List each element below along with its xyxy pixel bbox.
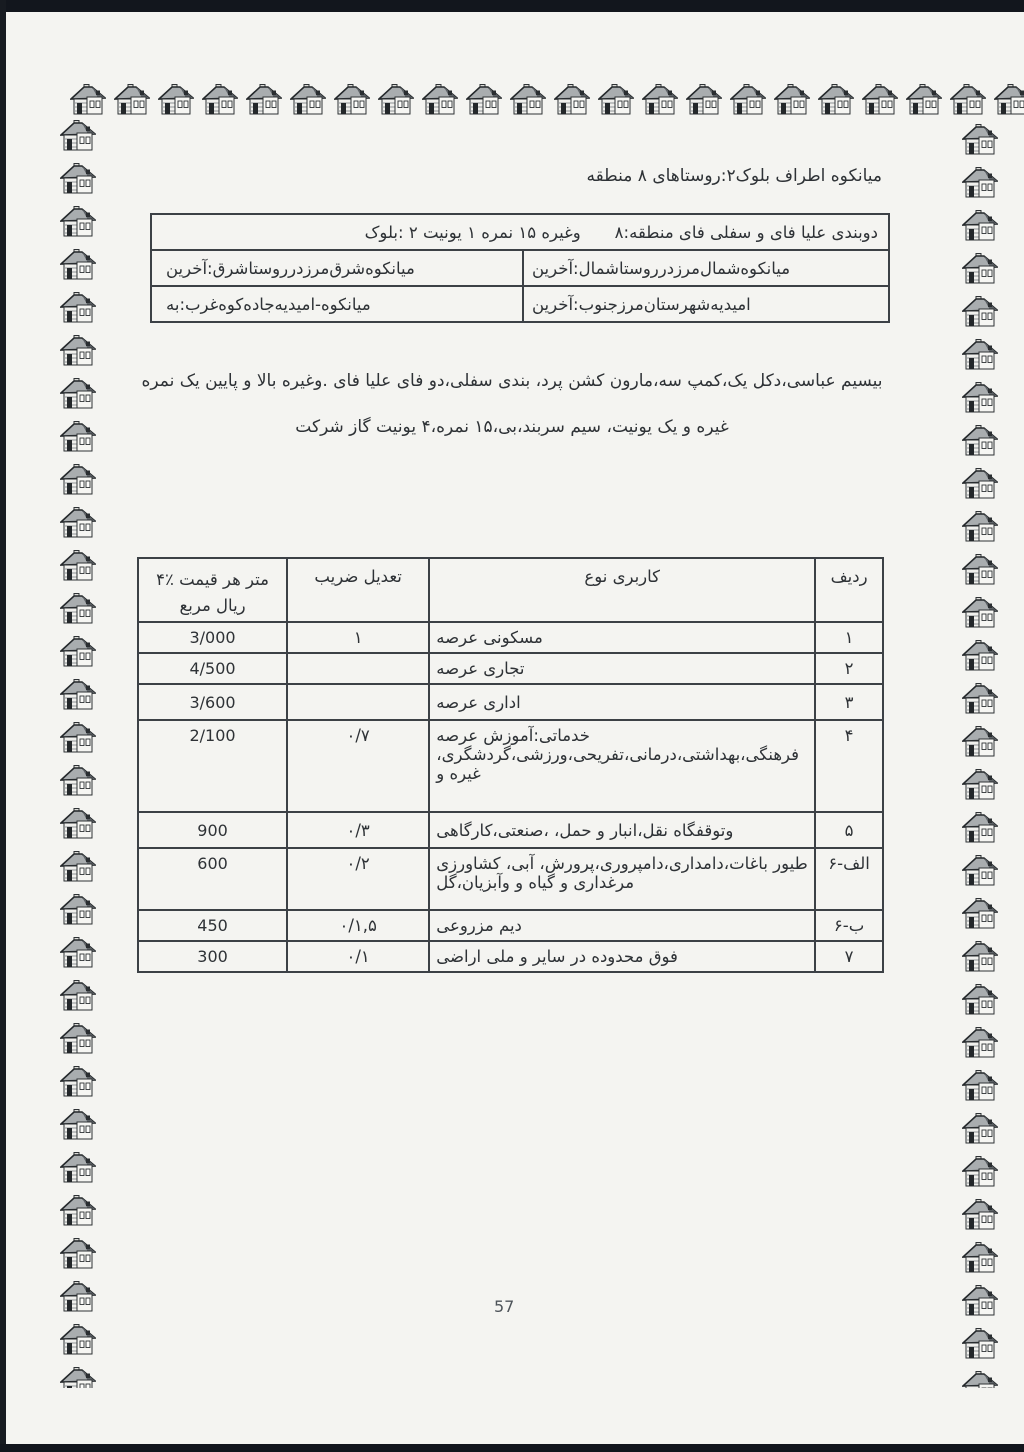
house-icon [60, 1066, 96, 1098]
coefficient-cell: ۰/۲ [287, 848, 429, 910]
boundary-east-cell: شرق:آخرین روستا در مرز شرق میانکوه [152, 251, 524, 285]
house-icon [60, 980, 96, 1012]
house-icon [962, 468, 998, 500]
row-id-cell: ۴ [815, 720, 883, 812]
house-icon [962, 1199, 998, 1231]
house-icon [60, 507, 96, 539]
house-icon [60, 464, 96, 496]
house-icon [598, 84, 634, 116]
usage-cell: صنعتی،کارگاهی، ،حمل و نقل،انبار وتوقفگاه [429, 812, 815, 848]
house-icon [962, 339, 998, 371]
table-row [138, 720, 883, 812]
usage-cell: کشاورزی ،آبی ،باغات،دامداری،دامپروری،پرورش طیور وآبزیان،گل و گیاه و مرغداری [429, 848, 815, 910]
coefficient-cell: ۰/۱,۵ [287, 910, 429, 941]
house-icon [60, 206, 96, 238]
house-icon [60, 851, 96, 883]
house-icon [378, 84, 414, 116]
table-row [138, 812, 883, 848]
house-icon [962, 1027, 998, 1059]
house-icon [962, 1156, 998, 1188]
house-icon [114, 84, 150, 116]
description-paragraph [137, 358, 887, 450]
house-border-left [60, 120, 102, 1388]
table-row [138, 653, 883, 684]
house-icon [906, 84, 942, 116]
house-icon [246, 84, 282, 116]
coefficient-cell [287, 684, 429, 720]
row-id-cell: ۲ [815, 653, 883, 684]
house-icon [962, 812, 998, 844]
house-icon [962, 683, 998, 715]
house-icon [962, 210, 998, 242]
house-icon [686, 84, 722, 116]
house-icon [962, 769, 998, 801]
house-icon [334, 84, 370, 116]
boundary-south-cell: جنوب:آخرین مرز شهرستان امیدیه [532, 294, 751, 314]
coefficient-cell: ۱ [287, 622, 429, 653]
house-icon [60, 335, 96, 367]
house-icon [994, 84, 1024, 116]
price-cell: 3/000 [138, 622, 287, 653]
boundary-west-cell: غرب:به کوه جاده امیدیه - میانکوه [152, 287, 524, 321]
house-icon [158, 84, 194, 116]
house-icon [60, 1023, 96, 1055]
house-icon [60, 765, 96, 797]
table-row [138, 848, 883, 910]
price-cell: 450 [138, 910, 287, 941]
house-icon [962, 296, 998, 328]
coefficient-cell: ۰/۳ [287, 812, 429, 848]
header-coefficient: ضریب تعدیل [287, 558, 429, 622]
table-row [138, 684, 883, 720]
row-id-cell: ۷ [815, 941, 883, 972]
house-icon [774, 84, 810, 116]
house-border-right [962, 124, 1024, 1388]
house-icon [60, 421, 96, 453]
boundary-north-cell: شمال:آخرین روستا در مرز شمال میانکوه [532, 258, 791, 278]
header-price-line2: مربع ریال [179, 596, 246, 615]
header-usage: نوع کاربری [429, 558, 815, 622]
table-row [138, 622, 883, 653]
house-icon [510, 84, 546, 116]
house-icon [962, 597, 998, 629]
house-icon [60, 249, 96, 281]
house-icon [962, 1285, 998, 1317]
house-icon [60, 937, 96, 969]
house-icon [962, 855, 998, 887]
coefficient-cell: ۰/۷ [287, 720, 429, 812]
row-id-cell: ۵ [815, 812, 883, 848]
price-cell: 900 [138, 812, 287, 848]
house-icon [862, 84, 898, 116]
price-cell: 4/500 [138, 653, 287, 684]
coefficient-cell [287, 653, 429, 684]
row-id-cell: ۳ [815, 684, 883, 720]
usage-cell: اراضی ملی و سایر در محدوده فوق [429, 941, 815, 972]
house-icon [60, 894, 96, 926]
scan-edge-top [0, 0, 1024, 12]
house-icon [60, 292, 96, 324]
house-icon [642, 84, 678, 116]
house-icon [962, 124, 998, 156]
boundary-row-south-west [152, 285, 888, 321]
house-icon [962, 554, 998, 586]
usage-cell: عرصه اداری [429, 684, 815, 720]
boundary-row-north-east [152, 249, 888, 285]
house-icon [950, 84, 986, 116]
land-use-rates-table [137, 557, 884, 973]
row-id-cell: ۱ [815, 622, 883, 653]
house-icon [962, 382, 998, 414]
house-icon [60, 1238, 96, 1270]
house-icon [962, 1371, 998, 1388]
house-icon [60, 722, 96, 754]
house-icon [962, 511, 998, 543]
house-border-top [70, 84, 1024, 124]
house-icon [962, 941, 998, 973]
house-icon [962, 1242, 998, 1274]
house-icon [962, 1328, 998, 1360]
description-line-1: نمره یک پایین و بالا وغیره. فای علیا فای سفلی،دو بندی ،پرد کشن سه،مارون یک،کمپ عباسی،دکل بیسیم [141, 371, 883, 391]
table-row [138, 910, 883, 941]
house-icon [60, 593, 96, 625]
usage-cell: عرصه تجاری [429, 653, 815, 684]
house-icon [962, 984, 998, 1016]
house-icon [60, 808, 96, 840]
house-icon [60, 1367, 96, 1388]
house-icon [202, 84, 238, 116]
header-price-line1: ۴٪ قیمت هر متر [156, 570, 269, 589]
house-icon [962, 167, 998, 199]
boundary-region-cell: منطقه:۸ فای سفلی و فای علیا دوبندی [614, 222, 878, 242]
row-id-cell: ۶-ب [815, 910, 883, 941]
price-cell: 300 [138, 941, 287, 972]
house-icon [60, 550, 96, 582]
usage-cell: عرصه مسکونی [429, 622, 815, 653]
boundary-block-cell: بلوک: ۲ یونیت ۱ نمره ۱۵ وغیره [364, 222, 581, 242]
price-cell: 3/600 [138, 684, 287, 720]
page-title: منطقه ۸ بلوک۲:روستاهای اطراف میانکوه [586, 166, 882, 186]
house-icon [60, 163, 96, 195]
house-icon [962, 726, 998, 758]
house-icon [466, 84, 502, 116]
house-icon [60, 679, 96, 711]
region-boundaries-table [150, 213, 890, 323]
house-icon [60, 1152, 96, 1184]
house-icon [962, 640, 998, 672]
page-number: 57 [494, 1297, 515, 1316]
header-row-id: ردیف [815, 558, 883, 622]
description-line-2: شرکت گاز یونیت ۴،نمره ۱۵،سربند،بی سیم ،یونیت یک و غیره [295, 417, 729, 437]
house-icon [60, 1281, 96, 1313]
house-icon [962, 1113, 998, 1145]
price-cell: 600 [138, 848, 287, 910]
house-icon [962, 253, 998, 285]
house-icon [60, 1109, 96, 1141]
house-icon [60, 120, 96, 152]
header-price [138, 558, 287, 622]
rates-header-row [138, 558, 883, 622]
house-icon [60, 636, 96, 668]
house-icon [554, 84, 590, 116]
row-id-cell: ۶-الف [815, 848, 883, 910]
price-cell: 2/100 [138, 720, 287, 812]
scan-edge-bottom [0, 1444, 1024, 1452]
house-icon [290, 84, 326, 116]
house-icon [70, 84, 106, 116]
house-icon [730, 84, 766, 116]
scan-edge-left [0, 0, 6, 1452]
house-icon [60, 1324, 96, 1356]
coefficient-cell: ۰/۱ [287, 941, 429, 972]
usage-cell: عرصه خدماتی:آموزش ،فرهنگی،بهداشتی،درمانی،تفریحی،ورزشی،گردشگری و غیره [429, 720, 815, 812]
house-icon [60, 1195, 96, 1227]
house-icon [962, 425, 998, 457]
house-icon [962, 1070, 998, 1102]
table-row [138, 941, 883, 972]
usage-cell: مزروعی دیم [429, 910, 815, 941]
house-icon [818, 84, 854, 116]
house-icon [962, 898, 998, 930]
house-icon [60, 378, 96, 410]
boundary-row-region [152, 215, 888, 249]
house-icon [422, 84, 458, 116]
